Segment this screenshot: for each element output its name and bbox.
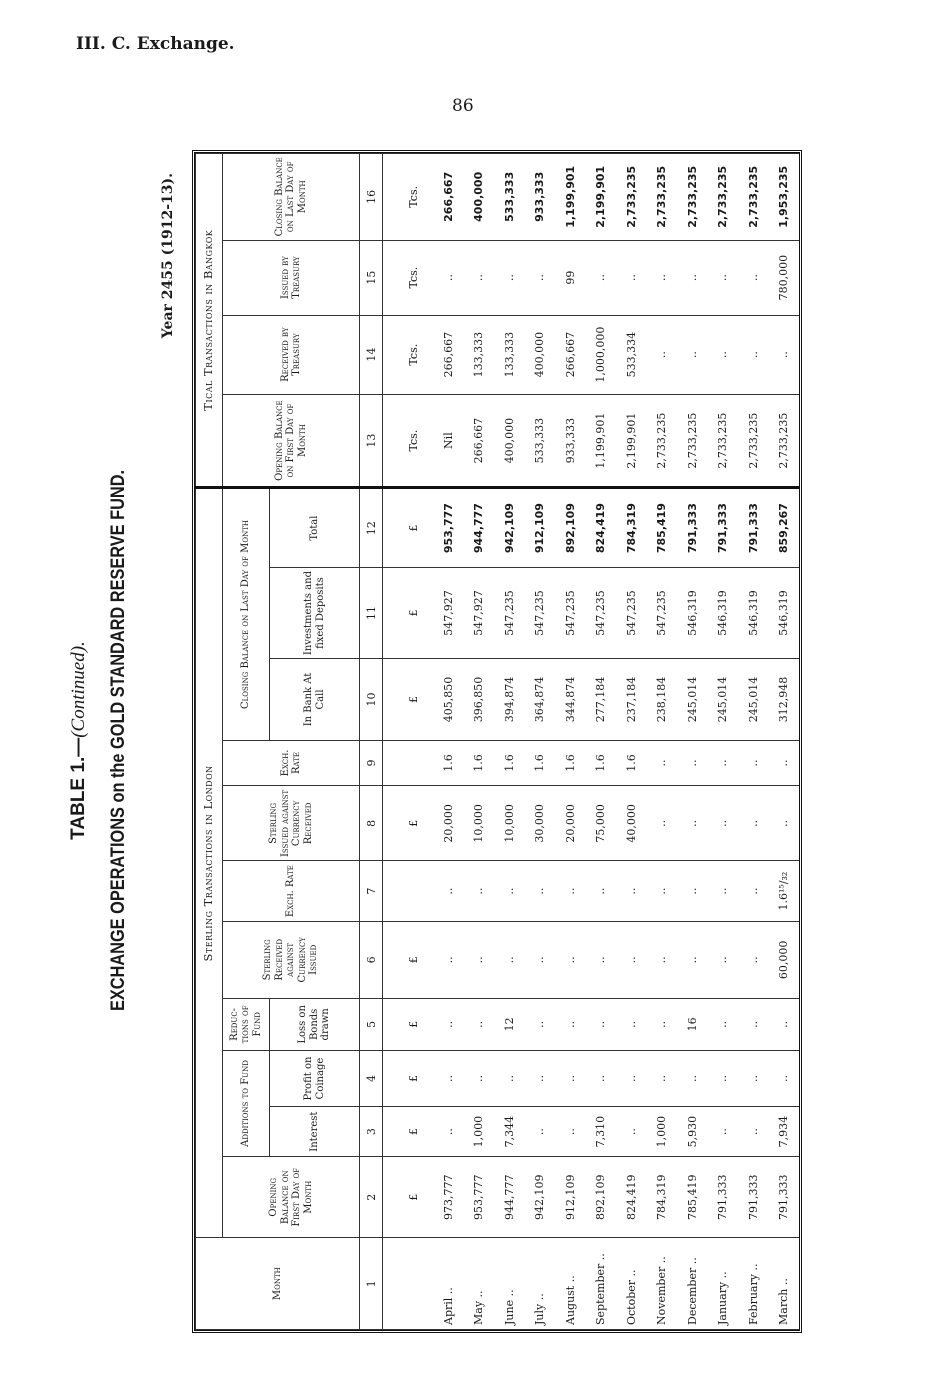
cell-col-15: ..	[647, 240, 677, 315]
table-title: EXCHANGE OPERATIONS on the GOLD STANDARD RESERVE FUND.	[108, 469, 129, 1012]
cell-col-16: 2,733,235	[677, 154, 707, 241]
cell-col-5: ..	[738, 998, 768, 1050]
cell-col-16: 2,733,235	[738, 154, 768, 241]
section-london: Sterling Transactions in London	[196, 488, 223, 1238]
unit-label: Tcs.	[383, 154, 434, 241]
table-number: TABLE 1.—	[68, 737, 89, 840]
cell-col-6: ..	[677, 921, 707, 998]
cell-col-14: 533,334	[616, 315, 646, 394]
cell-col-12: 791,333	[707, 488, 737, 567]
cell-col-11: 547,235	[647, 567, 677, 659]
cell-col-13: 266,667	[464, 394, 494, 488]
cell-col-6: ..	[738, 921, 768, 998]
cell-col-14: 266,667	[433, 315, 463, 394]
header-opening-balance: Opening Balance on First Day of Month	[223, 1157, 360, 1238]
header-additions: Additions to Fund	[223, 1050, 270, 1156]
cell-col-12: 785,419	[647, 488, 677, 567]
table-label	[68, 148, 90, 1333]
column-number: 16	[360, 154, 383, 241]
cell-col-4: ..	[677, 1050, 707, 1106]
cell-col-8: 20,000	[433, 786, 463, 861]
cell-col-14: 266,667	[555, 315, 585, 394]
cell-col-14: ..	[738, 315, 768, 394]
cell-col-11: 547,235	[494, 567, 524, 659]
cell-col-15: ..	[707, 240, 737, 315]
table-row	[525, 154, 555, 1330]
cell-col-15: ..	[433, 240, 463, 315]
cell-col-9: 1.6	[586, 740, 616, 786]
unit-label: £	[383, 786, 434, 861]
month-cell: October ..	[616, 1238, 646, 1330]
column-number: 14	[360, 315, 383, 394]
cell-col-8: ..	[647, 786, 677, 861]
rotated-table-page	[62, 148, 791, 1333]
column-number: 5	[360, 998, 383, 1050]
table-row	[555, 154, 585, 1330]
cell-col-16: 933,333	[525, 154, 555, 241]
cell-col-5: ..	[464, 998, 494, 1050]
continued-note: (Continued).	[68, 641, 89, 738]
header-issued-treasury: Issued by Treasury	[223, 240, 360, 315]
cell-col-9: 1.6	[616, 740, 646, 786]
units-row	[383, 154, 434, 1330]
page-header-section: III. C. Exchange.	[76, 34, 235, 54]
cell-col-3: 7,934	[768, 1107, 799, 1157]
month-cell: November ..	[647, 1238, 677, 1330]
cell-col-7: ..	[433, 861, 463, 921]
cell-col-2: 944,777	[494, 1157, 524, 1238]
cell-col-5: ..	[555, 998, 585, 1050]
column-number: 8	[360, 786, 383, 861]
cell-col-11: 547,927	[464, 567, 494, 659]
column-number: 11	[360, 567, 383, 659]
cell-col-8: 75,000	[586, 786, 616, 861]
cell-col-13: Nil	[433, 394, 463, 488]
page-number: 86	[452, 96, 474, 116]
cell-col-11: 546,319	[677, 567, 707, 659]
cell-col-16: 1,953,235	[768, 154, 799, 241]
cell-col-8: ..	[768, 786, 799, 861]
cell-col-5: ..	[647, 998, 677, 1050]
cell-col-7: ..	[707, 861, 737, 921]
cell-col-6: ..	[525, 921, 555, 998]
column-number: 1	[360, 1238, 383, 1330]
cell-col-14: 133,333	[464, 315, 494, 394]
month-cell: May ..	[464, 1238, 494, 1330]
cell-col-16: 2,733,235	[616, 154, 646, 241]
cell-col-4: ..	[768, 1050, 799, 1106]
cell-col-5: ..	[586, 998, 616, 1050]
cell-col-5: 12	[494, 998, 524, 1050]
cell-col-4: ..	[616, 1050, 646, 1106]
table-row	[464, 154, 494, 1330]
month-cell: September ..	[586, 1238, 616, 1330]
cell-col-2: 785,419	[677, 1157, 707, 1238]
cell-col-9: ..	[738, 740, 768, 786]
cell-col-10: 245,014	[707, 659, 737, 740]
unit-label	[383, 861, 434, 921]
cell-col-3: ..	[738, 1107, 768, 1157]
cell-col-4: ..	[555, 1050, 585, 1106]
cell-col-9: 1.6	[494, 740, 524, 786]
cell-col-15: ..	[494, 240, 524, 315]
cell-col-12: 791,333	[738, 488, 768, 567]
cell-col-15: 780,000	[768, 240, 799, 315]
cell-col-12: 912,109	[525, 488, 555, 567]
unit-label: Tcs.	[383, 240, 434, 315]
table-row	[707, 154, 737, 1330]
header-sterling-received: Sterling Received against Currency Issued	[223, 921, 360, 998]
cell-col-10: 394,874	[494, 659, 524, 740]
month-cell: February ..	[738, 1238, 768, 1330]
cell-col-11: 547,927	[433, 567, 463, 659]
cell-col-13: 2,733,235	[768, 394, 799, 488]
cell-col-12: 942,109	[494, 488, 524, 567]
cell-col-2: 784,319	[647, 1157, 677, 1238]
header-sterling-issued: Sterling Issued against Currency Received	[223, 786, 360, 861]
header-total: Total	[270, 488, 360, 567]
cell-col-4: ..	[494, 1050, 524, 1106]
cell-col-16: 400,000	[464, 154, 494, 241]
header-exch-rate-7: Exch. Rate	[223, 861, 360, 921]
cell-col-10: 238,184	[647, 659, 677, 740]
cell-col-2: 953,777	[464, 1157, 494, 1238]
cell-col-16: 2,733,235	[647, 154, 677, 241]
month-cell: July ..	[525, 1238, 555, 1330]
cell-col-9: ..	[768, 740, 799, 786]
cell-col-5: ..	[433, 998, 463, 1050]
cell-col-8: 30,000	[525, 786, 555, 861]
year-label: Year 2455 (1912-13).	[160, 173, 176, 339]
cell-col-13: 933,333	[555, 394, 585, 488]
cell-col-15: ..	[738, 240, 768, 315]
header-closing-balance: Closing Balance on Last Day of Month	[223, 488, 270, 740]
table-row	[494, 154, 524, 1330]
cell-col-9: 1.6	[525, 740, 555, 786]
cell-col-10: 312,948	[768, 659, 799, 740]
cell-col-9: 1.6	[555, 740, 585, 786]
cell-col-7: ..	[464, 861, 494, 921]
cell-col-8: 40,000	[616, 786, 646, 861]
unit-label: Tcs.	[383, 315, 434, 394]
cell-col-10: 344,874	[555, 659, 585, 740]
column-number: 2	[360, 1157, 383, 1238]
table-body	[433, 154, 799, 1330]
cell-col-13: 2,733,235	[738, 394, 768, 488]
column-number: 4	[360, 1050, 383, 1106]
cell-col-3: ..	[525, 1107, 555, 1157]
cell-col-11: 546,319	[707, 567, 737, 659]
cell-col-11: 547,235	[616, 567, 646, 659]
header-month: Month	[196, 1238, 360, 1330]
cell-col-4: ..	[525, 1050, 555, 1106]
cell-col-8: ..	[707, 786, 737, 861]
cell-col-3: ..	[616, 1107, 646, 1157]
column-number: 15	[360, 240, 383, 315]
cell-col-7: ..	[525, 861, 555, 921]
cell-col-4: ..	[586, 1050, 616, 1106]
cell-col-6: ..	[464, 921, 494, 998]
header-interest: Interest	[270, 1107, 360, 1157]
cell-col-10: 405,850	[433, 659, 463, 740]
cell-col-13: 400,000	[494, 394, 524, 488]
header-tical-opening: Opening Balance on First Day of Month	[223, 394, 360, 488]
table-frame	[192, 150, 802, 1333]
cell-col-3: 7,310	[586, 1107, 616, 1157]
cell-col-10: 245,014	[738, 659, 768, 740]
cell-col-5: ..	[768, 998, 799, 1050]
cell-col-8: ..	[677, 786, 707, 861]
cell-col-9: ..	[677, 740, 707, 786]
cell-col-12: 859,267	[768, 488, 799, 567]
cell-col-12: 892,109	[555, 488, 585, 567]
column-number: 12	[360, 488, 383, 567]
cell-col-11: 546,319	[768, 567, 799, 659]
cell-col-3: 1,000	[647, 1107, 677, 1157]
cell-col-2: 973,777	[433, 1157, 463, 1238]
cell-col-7: ..	[494, 861, 524, 921]
table-row	[677, 154, 707, 1330]
cell-col-6: ..	[555, 921, 585, 998]
table-row	[738, 154, 768, 1330]
column-number: 10	[360, 659, 383, 740]
header-reductions: Reduc-tions of Fund	[223, 998, 270, 1050]
cell-col-13: 2,733,235	[647, 394, 677, 488]
cell-col-4: ..	[464, 1050, 494, 1106]
cell-col-8: ..	[738, 786, 768, 861]
header-received-treasury: Received by Treasury	[223, 315, 360, 394]
unit-label: £	[383, 1107, 434, 1157]
cell-col-6: ..	[586, 921, 616, 998]
cell-col-14: 400,000	[525, 315, 555, 394]
cell-col-15: ..	[616, 240, 646, 315]
cell-col-7: ..	[586, 861, 616, 921]
unit-label: £	[383, 1050, 434, 1106]
column-number: 9	[360, 740, 383, 786]
cell-col-14: ..	[768, 315, 799, 394]
cell-col-14: ..	[647, 315, 677, 394]
cell-col-12: 944,777	[464, 488, 494, 567]
column-numbers-row	[360, 154, 383, 1330]
cell-col-3: 1,000	[464, 1107, 494, 1157]
cell-col-6: ..	[707, 921, 737, 998]
cell-col-6: ..	[647, 921, 677, 998]
month-cell: January ..	[707, 1238, 737, 1330]
cell-col-13: 2,733,235	[677, 394, 707, 488]
cell-col-13: 2,733,235	[707, 394, 737, 488]
cell-col-5: ..	[525, 998, 555, 1050]
cell-col-16: 2,199,901	[586, 154, 616, 241]
cell-col-4: ..	[707, 1050, 737, 1106]
cell-col-5: 16	[677, 998, 707, 1050]
cell-col-2: 824,419	[616, 1157, 646, 1238]
cell-col-10: 277,184	[586, 659, 616, 740]
header-loss-bonds: Loss on Bonds drawn	[270, 998, 360, 1050]
column-number: 13	[360, 394, 383, 488]
unit-label	[383, 1238, 434, 1330]
cell-col-15: 99	[555, 240, 585, 315]
table-row	[433, 154, 463, 1330]
cell-col-14: 133,333	[494, 315, 524, 394]
cell-col-13: 2,199,901	[616, 394, 646, 488]
header-tical-closing: Closing Balance on Last Day of Month	[223, 154, 360, 241]
cell-col-10: 396,850	[464, 659, 494, 740]
section-bangkok: Tical Transactions in Bangkok	[196, 154, 223, 488]
cell-col-8: 20,000	[555, 786, 585, 861]
cell-col-7: ..	[616, 861, 646, 921]
cell-col-6: ..	[616, 921, 646, 998]
cell-col-15: ..	[586, 240, 616, 315]
cell-col-2: 892,109	[586, 1157, 616, 1238]
cell-col-7: ..	[677, 861, 707, 921]
cell-col-2: 791,333	[768, 1157, 799, 1238]
unit-label: Tcs.	[383, 394, 434, 488]
table-row	[616, 154, 646, 1330]
cell-col-7: 1.6¹⁵/₃₂	[768, 861, 799, 921]
table-row	[647, 154, 677, 1330]
cell-col-7: ..	[647, 861, 677, 921]
cell-col-7: ..	[738, 861, 768, 921]
cell-col-3: ..	[433, 1107, 463, 1157]
cell-col-2: 791,333	[707, 1157, 737, 1238]
header-in-bank: In Bank At Call	[270, 659, 360, 740]
header-investments: Investments and fixed Deposits	[270, 567, 360, 659]
cell-col-12: 791,333	[677, 488, 707, 567]
unit-label: £	[383, 1157, 434, 1238]
unit-label	[383, 740, 434, 786]
cell-col-10: 237,184	[616, 659, 646, 740]
month-cell: June ..	[494, 1238, 524, 1330]
cell-col-8: 10,000	[464, 786, 494, 861]
cell-col-3: 7,344	[494, 1107, 524, 1157]
unit-label: £	[383, 567, 434, 659]
cell-col-9: ..	[647, 740, 677, 786]
cell-col-13: 1,199,901	[586, 394, 616, 488]
table-row	[586, 154, 616, 1330]
header-profit-coinage: Profit on Coinage	[270, 1050, 360, 1106]
column-number: 6	[360, 921, 383, 998]
cell-col-16: 1,199,901	[555, 154, 585, 241]
month-cell: August ..	[555, 1238, 585, 1330]
cell-col-4: ..	[433, 1050, 463, 1106]
unit-label: £	[383, 659, 434, 740]
cell-col-14: ..	[677, 315, 707, 394]
unit-label: £	[383, 488, 434, 567]
cell-col-2: 942,109	[525, 1157, 555, 1238]
cell-col-10: 364,874	[525, 659, 555, 740]
cell-col-6: ..	[494, 921, 524, 998]
cell-col-5: ..	[616, 998, 646, 1050]
cell-col-11: 547,235	[525, 567, 555, 659]
cell-col-6: ..	[433, 921, 463, 998]
table-row	[768, 154, 799, 1330]
cell-col-12: 953,777	[433, 488, 463, 567]
cell-col-4: ..	[738, 1050, 768, 1106]
column-number: 7	[360, 861, 383, 921]
cell-col-8: 10,000	[494, 786, 524, 861]
cell-col-12: 824,419	[586, 488, 616, 567]
cell-col-12: 784,319	[616, 488, 646, 567]
cell-col-4: ..	[647, 1050, 677, 1106]
cell-col-10: 245,014	[677, 659, 707, 740]
cell-col-16: 533,333	[494, 154, 524, 241]
cell-col-15: ..	[525, 240, 555, 315]
cell-col-9: 1.6	[464, 740, 494, 786]
cell-col-2: 791,333	[738, 1157, 768, 1238]
cell-col-5: ..	[707, 998, 737, 1050]
unit-label: £	[383, 921, 434, 998]
cell-col-3: 5,930	[677, 1107, 707, 1157]
cell-col-3: ..	[555, 1107, 585, 1157]
cell-col-14: 1,000,000	[586, 315, 616, 394]
unit-label: £	[383, 998, 434, 1050]
cell-col-9: 1.6	[433, 740, 463, 786]
cell-col-7: ..	[555, 861, 585, 921]
column-number: 3	[360, 1107, 383, 1157]
cell-col-16: 266,667	[433, 154, 463, 241]
month-cell: April ..	[433, 1238, 463, 1330]
cell-col-15: ..	[677, 240, 707, 315]
header-exch-rate-9: Exch. Rate	[223, 740, 360, 786]
exchange-operations-table	[195, 153, 799, 1330]
month-cell: March ..	[768, 1238, 799, 1330]
cell-col-6: 60,000	[768, 921, 799, 998]
cell-col-11: 547,235	[555, 567, 585, 659]
cell-col-14: ..	[707, 315, 737, 394]
cell-col-11: 547,235	[586, 567, 616, 659]
cell-col-13: 533,333	[525, 394, 555, 488]
cell-col-16: 2,733,235	[707, 154, 737, 241]
month-cell: December ..	[677, 1238, 707, 1330]
cell-col-11: 546,319	[738, 567, 768, 659]
cell-col-15: ..	[464, 240, 494, 315]
cell-col-3: ..	[707, 1107, 737, 1157]
cell-col-9: ..	[707, 740, 737, 786]
cell-col-2: 912,109	[555, 1157, 585, 1238]
